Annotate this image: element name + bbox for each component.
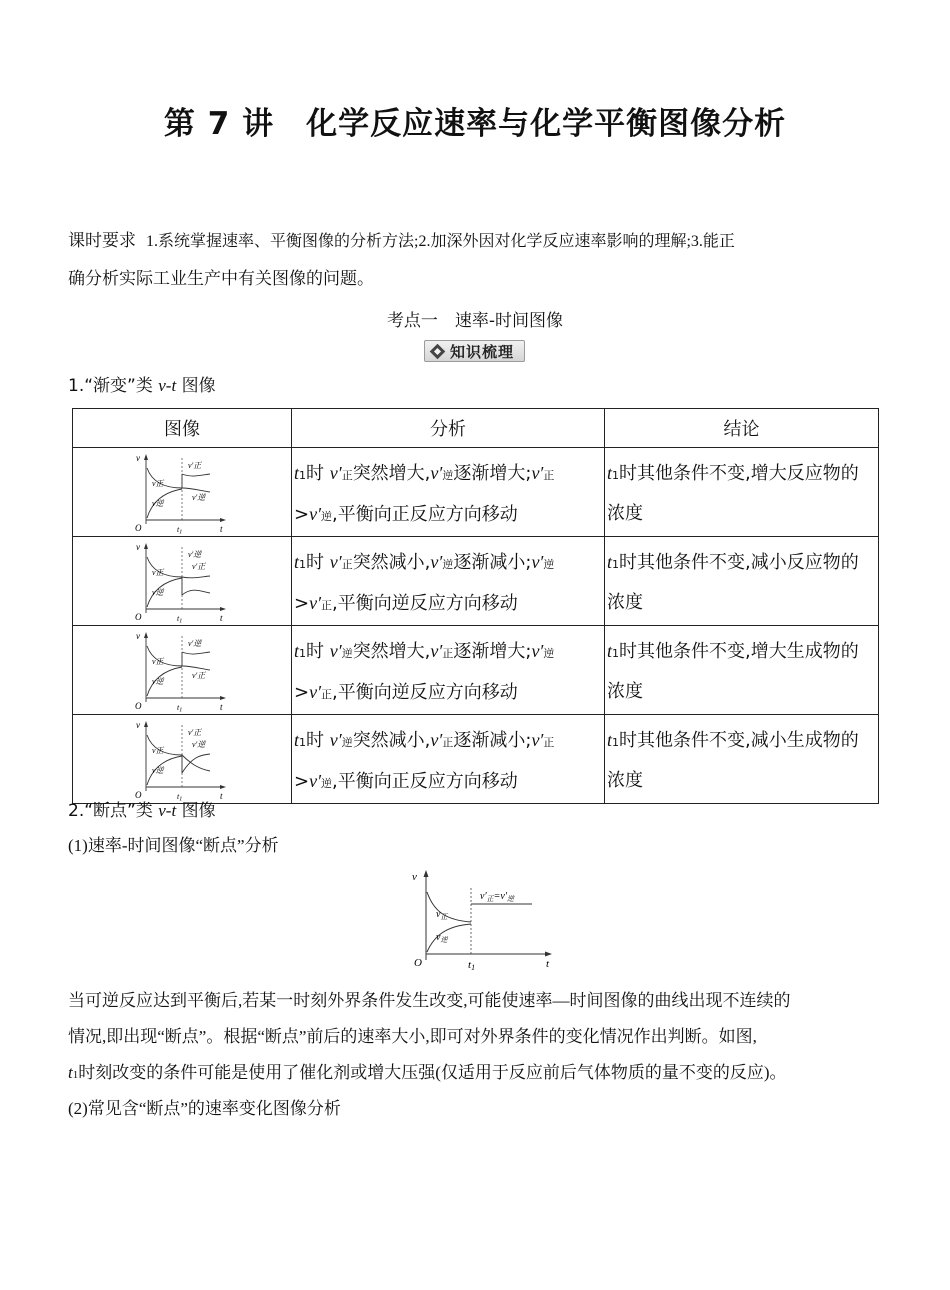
breakpoint-rate-graph <box>408 868 558 972</box>
rate-graph-origin: O <box>414 957 422 969</box>
page-title: 第 7 讲 化学反应速率与化学平衡图像分析 <box>163 106 787 142</box>
item-1-var: v-t <box>158 376 177 395</box>
table-row <box>73 537 879 626</box>
header-analysis: 分析 <box>292 409 605 448</box>
vt-mini-graph <box>134 717 230 801</box>
mini-forward-label: v正 <box>152 479 164 488</box>
mini-forward-label: v正 <box>152 657 164 666</box>
mini-origin: O <box>135 790 142 800</box>
paragraph-line-1: 当可逆反应达到平衡后,若某一时刻外界条件发生改变,可能使速率—时间图像的曲线出现不连续的 <box>68 991 791 1010</box>
item-1-heading <box>68 376 216 396</box>
diamond-icon <box>430 343 446 359</box>
rate-graph-forward-label: $v_正$ <box>436 909 448 921</box>
table-row <box>73 715 879 804</box>
rate-graph-reverse-label: $v_逆$ <box>436 932 448 944</box>
mini-t1-label: t1 <box>177 703 183 712</box>
item-2-var: v-t <box>158 801 177 820</box>
rate-graph-t1-label: t1 <box>468 959 476 972</box>
knowledge-badge <box>424 340 525 362</box>
mini-top-label: v′逆 <box>188 550 202 559</box>
mini-x-label: t <box>220 613 223 623</box>
rate-graph-equal-label: $v'_正=v'_逆$ <box>480 891 515 903</box>
mini-top-label: v′正 <box>188 461 202 470</box>
section-heading: 考点一 速率-时间图像 <box>386 311 564 331</box>
item-1-suffix: 图像 <box>176 376 216 396</box>
row-graph-cell <box>73 626 292 715</box>
vt-table <box>72 408 879 804</box>
mini-y-label: v <box>136 453 140 463</box>
table-row <box>73 448 879 537</box>
item-2-prefix: 2.“断点”类 <box>68 801 159 821</box>
header-image: 图像 <box>73 409 292 448</box>
mini-top-label: v′逆 <box>188 639 202 648</box>
header-conclusion: 结论 <box>605 409 879 448</box>
knowledge-badge-label: 知识梳理 <box>450 342 515 361</box>
mini-mid-label: v′正 <box>192 562 206 571</box>
mini-y-label: v <box>136 542 140 552</box>
requirements-label: 课时要求 <box>68 231 136 251</box>
mini-mid-label: v′逆 <box>192 493 206 502</box>
vt-mini-graph <box>134 628 230 712</box>
row-analysis-cell: t1时 v′逆突然减小,v′正逐渐减小;v′正 >v′逆,平衡向正反应方向移动 <box>292 715 605 804</box>
mini-y-label: v <box>136 631 140 641</box>
vt-mini-graph <box>134 539 230 623</box>
paragraph-line-3: t1时刻改变的条件可能是使用了催化剂或增大压强(仅适用于反应前后气体物质的量不变的反应)。 <box>68 1063 787 1082</box>
mini-origin: O <box>135 523 142 533</box>
table-row <box>73 626 879 715</box>
sub-heading-2: (2)常见含“断点”的速率变化图像分析 <box>68 1099 341 1118</box>
requirements-line-2: 确分析实际工业生产中有关图像的问题。 <box>68 269 374 289</box>
mini-forward-label: v正 <box>152 746 164 755</box>
row-graph-cell <box>73 448 292 537</box>
mini-t1-label: t1 <box>177 525 183 534</box>
paragraph-line-2: 情况,即出现“断点”。根据“断点”前后的速率大小,即可对外界条件的变化情况作出判断。如图, <box>68 1027 757 1046</box>
mini-reverse-label: v逆 <box>152 677 164 686</box>
mini-origin: O <box>135 612 142 622</box>
mini-top-label: v′正 <box>188 728 202 737</box>
row-analysis-cell: t1时 v′正突然减小,v′逆逐渐减小;v′逆 >v′正,平衡向逆反应方向移动 <box>292 537 605 626</box>
mini-reverse-label: v逆 <box>152 499 164 508</box>
mini-t1-label: t1 <box>177 614 183 623</box>
requirements-text-1: 1.系统掌握速率、平衡图像的分析方法;2.加深外因对化学反应速率影响的理解;3.能正 <box>146 233 735 250</box>
item-2-heading <box>68 801 216 821</box>
row-graph-cell <box>73 537 292 626</box>
row-conclusion-cell: t1时其他条件不变,减小反应物的 浓度 <box>605 537 879 626</box>
mini-reverse-label: v逆 <box>152 588 164 597</box>
mini-t1-label: t1 <box>177 792 183 801</box>
mini-x-label: t <box>220 702 223 712</box>
mini-x-label: t <box>220 791 223 801</box>
mini-mid-label: v′逆 <box>192 740 206 749</box>
sub-heading-1: (1)速率-时间图像“断点”分析 <box>68 836 279 855</box>
item-1-prefix: 1.“渐变”类 <box>68 376 159 396</box>
vt-mini-graph <box>134 450 230 534</box>
mini-origin: O <box>135 701 142 711</box>
rate-graph-y-label: v <box>412 871 417 883</box>
mini-x-label: t <box>220 524 223 534</box>
mini-reverse-label: v逆 <box>152 766 164 775</box>
rate-graph-x-label: t <box>546 958 550 970</box>
mini-y-label: v <box>136 720 140 730</box>
row-analysis-cell: t1时 v′逆突然增大,v′正逐渐增大;v′逆 >v′正,平衡向逆反应方向移动 <box>292 626 605 715</box>
row-conclusion-cell: t1时其他条件不变,增大生成物的 浓度 <box>605 626 879 715</box>
row-conclusion-cell: t1时其他条件不变,减小生成物的 浓度 <box>605 715 879 804</box>
row-analysis-cell: t1时 v′正突然增大,v′逆逐渐增大;v′正 >v′逆,平衡向正反应方向移动 <box>292 448 605 537</box>
row-graph-cell <box>73 715 292 804</box>
requirements-line-1 <box>68 231 735 252</box>
mini-mid-label: v′正 <box>192 671 206 680</box>
table-header-row <box>73 409 879 448</box>
item-2-suffix: 图像 <box>176 801 216 821</box>
row-conclusion-cell: t1时其他条件不变,增大反应物的 浓度 <box>605 448 879 537</box>
mini-forward-label: v正 <box>152 568 164 577</box>
